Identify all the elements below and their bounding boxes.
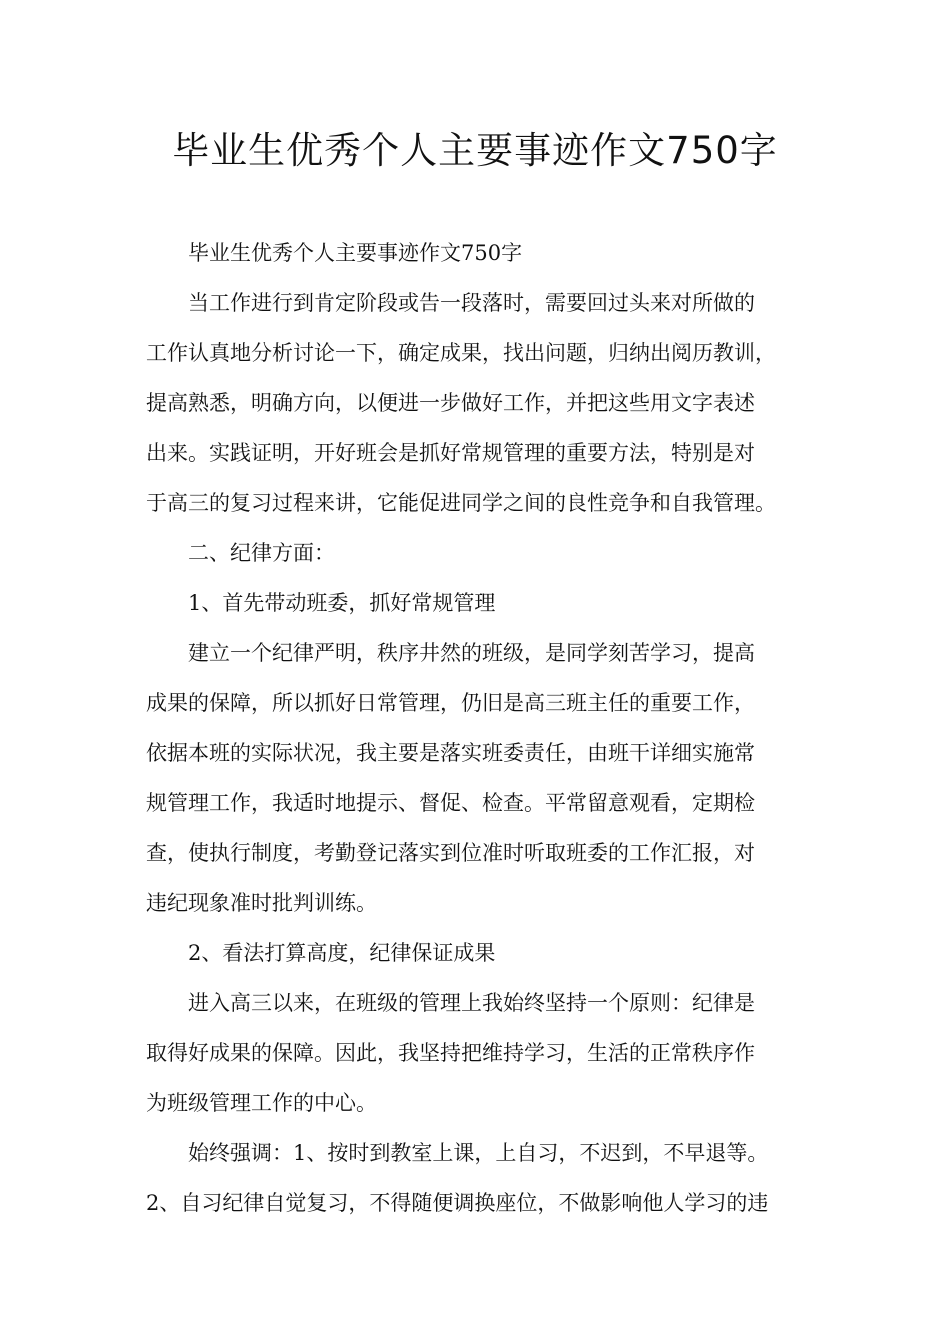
subsection-heading: 1、首先带动班委，抓好常规管理 — [188, 591, 496, 615]
body-line: 建立一个纪律严明，秩序井然的班级，是同学刻苦学习，提高 — [188, 641, 755, 665]
section-heading: 二、纪律方面： — [188, 541, 335, 565]
document-title: 毕业生优秀个人主要事迹作文750字 — [172, 129, 778, 172]
body-line: 当工作进行到肯定阶段或告一段落时，需要回过头来对所做的 — [188, 291, 755, 315]
body-line: 出来。实践证明，开好班会是抓好常规管理的重要方法，特别是对 — [146, 441, 755, 465]
body-line: 毕业生优秀个人主要事迹作文750字 — [188, 241, 523, 265]
subsection-heading: 2、看法打算高度，纪律保证成果 — [188, 941, 496, 965]
body-line: 取得好成果的保障。因此，我坚持把维持学习，生活的正常秩序作 — [146, 1041, 755, 1065]
body-line: 工作认真地分析讨论一下，确定成果，找出问题，归纳出阅历教训， — [146, 341, 776, 365]
body-line: 成果的保障，所以抓好日常管理，仍旧是高三班主任的重要工作， — [146, 691, 755, 715]
body-line: 为班级管理工作的中心。 — [146, 1091, 377, 1115]
body-line: 提高熟悉，明确方向，以便进一步做好工作，并把这些用文字表述 — [146, 391, 755, 415]
body-line: 于高三的复习过程来讲，它能促进同学之间的良性竞争和自我管理。 — [146, 491, 776, 515]
body-line: 查，使执行制度，考勤登记落实到位准时听取班委的工作汇报，对 — [146, 841, 755, 865]
body-line: 始终强调：1、按时到教室上课，上自习，不迟到，不早退等。 — [188, 1141, 769, 1165]
body-line: 违纪现象准时批判训练。 — [146, 891, 377, 915]
document-body — [146, 228, 826, 1228]
body-line: 2、自习纪律自觉复习，不得随便调换座位，不做影响他人学习的违 — [146, 1191, 769, 1215]
body-line: 规管理工作，我适时地提示、督促、检查。平常留意观看，定期检 — [146, 791, 755, 815]
body-line: 进入高三以来，在班级的管理上我始终坚持一个原则：纪律是 — [188, 991, 755, 1015]
body-line: 依据本班的实际状况，我主要是落实班委责任，由班干详细实施常 — [146, 741, 755, 765]
